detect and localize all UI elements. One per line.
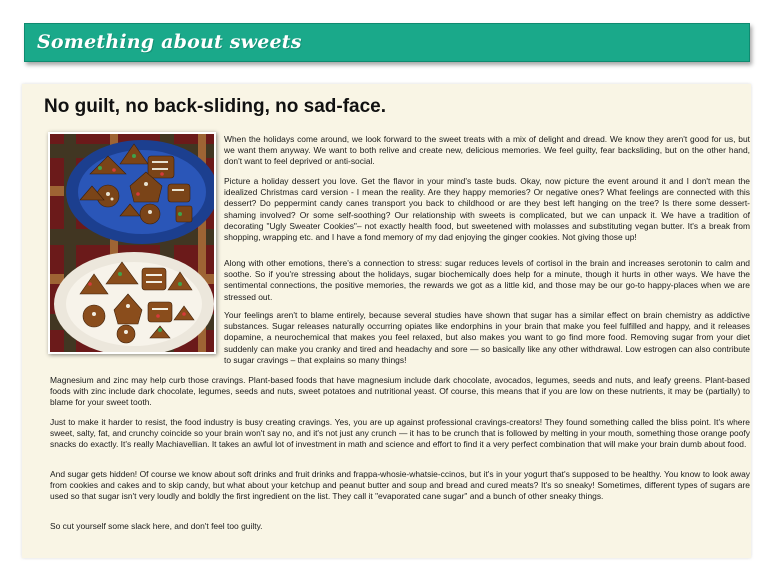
- paragraph-stress: Along with other emotions, there's a connection to stress: sugar reduces levels of cortisol in the brain and increases serotonin to calm and soothe. So if you're stressing about the holidays, sugar biochemically does help for a minute, though it hurts in other ways. We have the sentimental connections, the positive memories, the rewards we got as a little kid, and those may be our go-to happy-places when we are stressed out.: [224, 258, 750, 302]
- paragraph-magnesium-zinc: Magnesium and zinc may help curb those cravings. Plant-based foods that have magnesium include dark chocolate, avocados, legumes, seeds and nuts, and leafy greens. Plant-based foods with zinc include dark chocolate, legumes, seeds and nuts, sweet potatoes and nutritional yeast. Of course, this means that if you are low on these nutrients, it may be (partially) to blame for your sweet tooth.: [50, 375, 750, 408]
- holiday-cookies-photo: [48, 132, 216, 354]
- article-heading: No guilt, no back-sliding, no sad-face.: [44, 96, 387, 117]
- paragraph-hidden-sugar: And sugar gets hidden! Of course we know about soft drinks and fruit drinks and frappa-whosie-whatsie-ccinos, but it's in your yogurt that's supposed to be healthy. You know to look away from cookies and cakes and to skip candy, but what about your ketchup and peanut butter and soup and bread and cured meats? It's so sneaky! Sometimes, different types of sugars are used so that sugar isn't very loudly and boldly the first ingredient on the list. They call it "evaporated cane sugar" and a bunch of other sneaky things.: [50, 469, 750, 502]
- header-banner: [24, 23, 750, 62]
- article-panel: [22, 84, 751, 558]
- banner-title: Something about sweets: [37, 31, 302, 53]
- paragraph-brain-chemistry: Your feelings aren't to blame entirely, because several studies have shown that sugar has a similar effect on brain chemistry as addictive substances. Sugar releases naturally occurring opiates like endorphins in your brain that make you feel fulfilled and happy, and it releases dopamine, a neurochemical that makes you feel relaxed, but also makes you want to go find more food. Removing sugar from your diet suddenly can make you cranky and tired and headachy and sore — so basically like any other withdrawal. Low estrogen can also contribute to sugar cravings – that explains so many things!: [224, 310, 750, 365]
- paragraph-picture-dessert: Picture a holiday dessert you love. Get the flavor in your mind's taste buds. Okay, now picture the event around it and I don't mean the idealized Christmas card version - I mean the reality. Are they happy memories? Or negative ones? What feelings are connected with this dessert? Do peppermint candy canes transport you back to childhood or are they best left hanging on the tree? Is there some dessert-shaming involved? Or some self-soothing? Our relationship with sweets is complicated, but we can unpack it. We have a tradition of decorating "Ugly Sweater Cookies"– not exactly health food, but sweetened with molasses and substituting vegan butter. It's a break from shopping, wrapping etc. and I have a fond memory of my dad enjoying the ginger cookies. Not giving those up!: [224, 176, 750, 243]
- paragraph-food-industry: Just to make it harder to resist, the food industry is busy creating cravings. Yes, you are up against professional cravings-creators! They found something called the bliss point. It's where sweet, salty, fat, and crunchy coincide so your brain won't say no, and it's not just any crunch — it has to be crunch that is followed by melting in your mouth, something those orange poofy snacks do exactly. It's really Machiavellian. It takes an awful lot of investment in math and science and effort to find it a very perfect combination that will make your brain dumb about food.: [50, 417, 750, 450]
- paragraph-intro: When the holidays come around, we look forward to the sweet treats with a mix of delight and dread. We know they aren't good for us, but we want them anyway. We want to both relive and create new, delicious memories. We feel guilty, fear backsliding, but on the other hand, don't want to feel deprived or anti-social.: [224, 134, 750, 167]
- paragraph-conclusion: So cut yourself some slack here, and don't feel too guilty.: [50, 521, 263, 531]
